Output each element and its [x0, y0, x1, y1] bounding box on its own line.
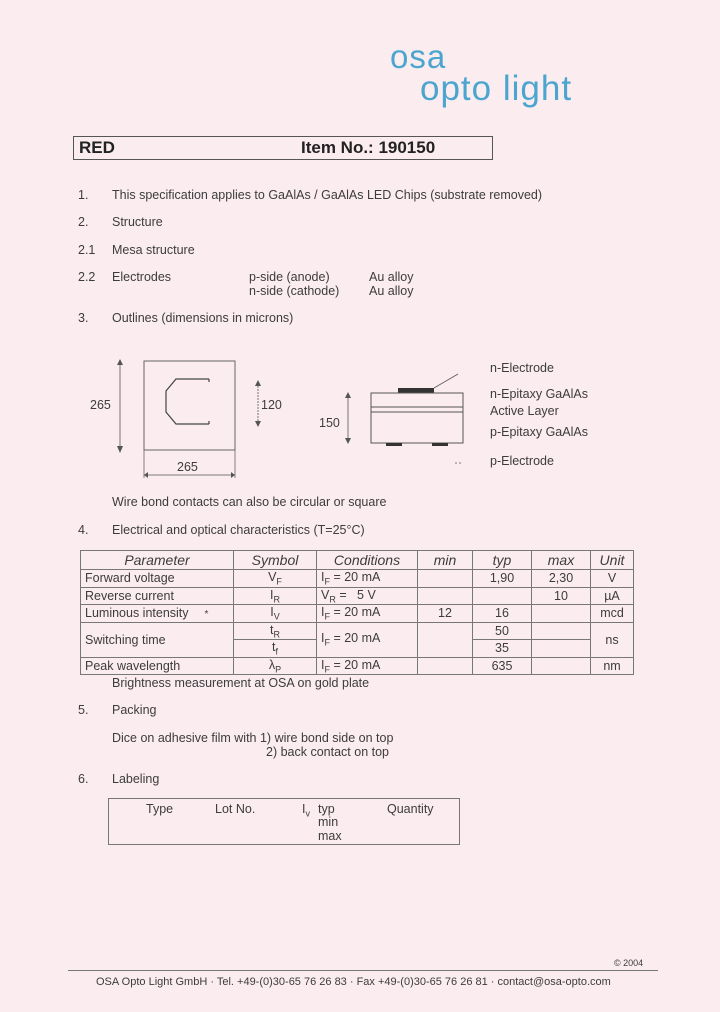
- table-row: [81, 587, 634, 605]
- cell-max: 10: [532, 587, 591, 605]
- n-electrode-bar: [398, 388, 434, 393]
- cell-max: [532, 640, 591, 658]
- cell-symbol: $\lambda_P$: [234, 657, 317, 675]
- cell-condition: $I_F = 20$ mA: [317, 570, 418, 588]
- label-active-layer: Active Layer: [490, 404, 559, 418]
- p-electrode-left: [386, 443, 402, 446]
- section-6-num: 6.: [78, 772, 89, 786]
- cell-unit: mcd: [591, 605, 634, 623]
- cell-param: Reverse current: [81, 587, 234, 605]
- cell-typ: 1,90: [473, 570, 532, 588]
- section-21-text: Mesa structure: [112, 243, 195, 257]
- dim-inner: 120: [261, 398, 282, 412]
- cell-condition: $I_F = 20$ mA: [317, 605, 418, 623]
- cell-max: [532, 605, 591, 623]
- table-row: [81, 570, 634, 588]
- cell-min: [418, 570, 473, 588]
- cell-param: Forward voltage: [81, 570, 234, 588]
- label-type: Type: [146, 802, 174, 816]
- electrode-outline: [166, 379, 209, 424]
- footer-contact: OSA Opto Light GmbH · Tel. +49-(0)30-65 76 26 83 · Fax +49-(0)30-65 76 26 81 · contact@osa-opto.com: [96, 976, 611, 988]
- th-typ: typ: [473, 551, 532, 570]
- section-5-text: Packing: [112, 703, 157, 717]
- brightness-note: Brightness measurement at OSA on gold plate: [112, 676, 370, 690]
- label-p-electrode: p-Electrode: [490, 454, 554, 468]
- section-1-num: 1.: [78, 188, 89, 202]
- th-conditions: Conditions: [317, 551, 418, 570]
- packing-option-2: 2) back contact on top: [266, 745, 389, 759]
- section-22-text: Electrodes: [112, 270, 172, 284]
- label-n-epitaxy: n-Epitaxy GaAlAs: [490, 387, 588, 401]
- table-row: [81, 605, 634, 623]
- cell-max: [532, 622, 591, 640]
- section-6-text: Labeling: [112, 772, 160, 786]
- label-min: min: [318, 815, 339, 829]
- p-electrode-right: [432, 443, 448, 446]
- copyright: © 2004: [614, 958, 644, 968]
- label-n-electrode: n-Electrode: [490, 361, 554, 375]
- cell-symbol: $V_F$: [234, 570, 317, 588]
- cell-param: Peak wavelength: [81, 657, 234, 675]
- item-header: [73, 136, 493, 160]
- label-lot: Lot No.: [215, 802, 256, 816]
- label-quantity: Quantity: [387, 802, 434, 816]
- table-row: [81, 622, 634, 640]
- th-parameter: Parameter: [81, 551, 234, 570]
- n-side-label: n-side (cathode): [249, 284, 340, 298]
- label-p-epitaxy: p-Epitaxy GaAlAs: [490, 425, 588, 439]
- cell-symbol: $I_V$: [234, 605, 317, 623]
- cell-typ: [473, 587, 532, 605]
- section-2-text: Structure: [112, 215, 163, 229]
- item-number: Item No.: 190150: [301, 138, 436, 157]
- th-max: max: [532, 551, 591, 570]
- cell-symbol: $t_f$: [234, 640, 317, 658]
- table-row: [81, 657, 634, 675]
- cell-condition: $V_R = 5$ V: [317, 587, 418, 605]
- cell-unit: ns: [591, 622, 634, 657]
- dim-side-height: 150: [319, 416, 340, 430]
- label-iv: $I_v$: [302, 802, 310, 819]
- cell-min: 12: [418, 605, 473, 623]
- cell-unit: nm: [591, 657, 634, 675]
- chip-top-view: [144, 361, 235, 450]
- cell-symbol: $t_R$: [234, 622, 317, 640]
- wire-bond-note: Wire bond contacts can also be circular or square: [112, 495, 387, 509]
- logo-osa: osa: [390, 38, 447, 75]
- th-symbol: Symbol: [234, 551, 317, 570]
- color-label: RED: [79, 138, 115, 157]
- table-header-row: [81, 551, 634, 570]
- chip-side-view: [371, 393, 463, 443]
- section-1-text: This specification applies to GaAlAs / GaAlAs LED Chips (substrate removed): [112, 188, 543, 202]
- dim-top-height: 265: [90, 398, 111, 412]
- section-2-num: 2.: [78, 215, 89, 229]
- cell-symbol: $I_R$: [234, 587, 317, 605]
- section-22-num: 2.2: [78, 270, 96, 284]
- cell-unit: V: [591, 570, 634, 588]
- dim-top-width: 265: [177, 460, 198, 474]
- label-max: max: [318, 829, 342, 843]
- th-unit: Unit: [591, 551, 634, 570]
- labeling-box: [108, 798, 460, 845]
- cell-typ: 50: [473, 622, 532, 640]
- cell-condition: $I_F = 20$ mA: [317, 622, 418, 657]
- cell-unit: µA: [591, 587, 634, 605]
- logo-opto-light: opto light: [420, 69, 573, 108]
- section-4-num: 4.: [78, 523, 89, 537]
- section-21-num: 2.1: [78, 243, 96, 257]
- th-min: min: [418, 551, 473, 570]
- cell-param: Luminous intensity *: [81, 605, 234, 623]
- cell-param: Switching time: [81, 622, 234, 657]
- cell-typ: 16: [473, 605, 532, 623]
- section-3-num: 3.: [78, 311, 89, 325]
- cell-min: [418, 587, 473, 605]
- packing-option-1: Dice on adhesive film with 1) wire bond side on top: [112, 731, 394, 745]
- cell-min: [418, 622, 473, 657]
- cell-min: [418, 657, 473, 675]
- cell-condition: $I_F = 20$ mA: [317, 657, 418, 675]
- footer-divider: [68, 970, 658, 971]
- section-3-text: Outlines (dimensions in microns): [112, 311, 294, 325]
- section-5-num: 5.: [78, 703, 89, 717]
- section-4-text: Electrical and optical characteristics (T=25°C): [112, 523, 365, 537]
- p-side-material: Au alloy: [369, 270, 414, 284]
- cell-max: [532, 657, 591, 675]
- cell-typ: 635: [473, 657, 532, 675]
- cell-typ: 35: [473, 640, 532, 658]
- p-side-label: p-side (anode): [249, 270, 330, 284]
- label-typ: typ: [318, 802, 335, 816]
- characteristics-table: [80, 550, 634, 675]
- n-side-material: Au alloy: [369, 284, 414, 298]
- cell-max: 2,30: [532, 570, 591, 588]
